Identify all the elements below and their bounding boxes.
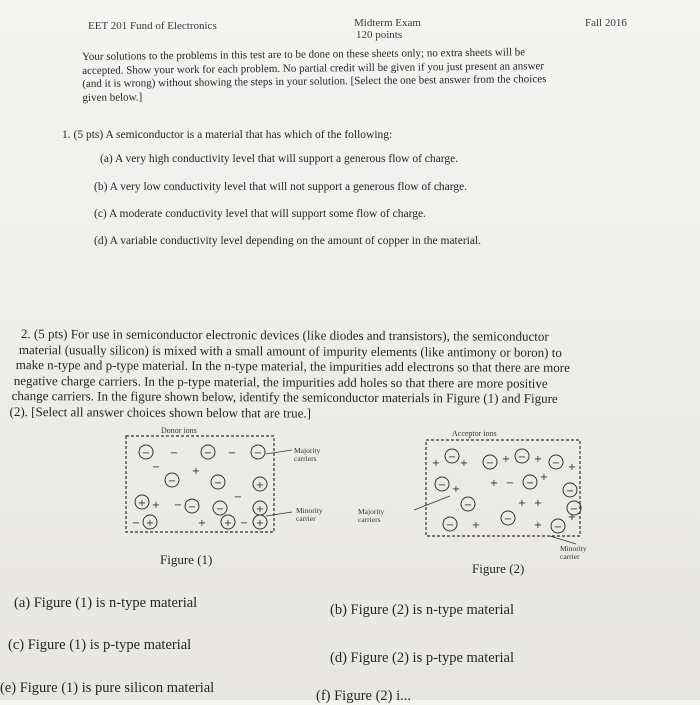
fig2-acceptor-label: Acceptor ions: [452, 429, 497, 438]
figure-2-diagram: [426, 440, 586, 540]
fig1-donor-label: Donor ions: [161, 426, 197, 435]
q2-line: 2. (5 pts) For use in semiconductor electronic devices (like diodes and transistors), the semiconductor: [20, 326, 549, 344]
fig2-majority-label: [358, 508, 384, 524]
svg-text:−: −: [525, 478, 535, 489]
svg-text:−: −: [203, 448, 213, 459]
svg-text:+: +: [255, 518, 265, 529]
svg-text:−: −: [463, 500, 473, 511]
svg-text:+: +: [137, 498, 147, 509]
svg-text:−: −: [253, 448, 263, 459]
fig1-minority-line: carrier: [296, 514, 316, 523]
q2-line: material (usually silicon) is mixed with a small amount of impurity elements (like antimony or boron) to: [18, 341, 562, 360]
svg-text:+: +: [539, 472, 549, 483]
instructions-line: accepted. Show your work for each problem. No partial credit will be given if you just present an answer: [82, 59, 545, 77]
svg-text:+: +: [451, 484, 461, 495]
svg-text:−: −: [517, 452, 527, 463]
svg-text:−: −: [233, 492, 243, 503]
figure-1-diagram: [126, 436, 286, 536]
svg-text:−: −: [485, 458, 495, 469]
svg-text:+: +: [471, 520, 481, 531]
q2-line: negative charge carriers. In the p-type material, the impurities add holes so that there are more positive: [13, 372, 548, 391]
svg-text:+: +: [533, 498, 543, 509]
instructions: [82, 46, 547, 105]
svg-text:−: −: [445, 520, 455, 531]
svg-text:−: −: [553, 522, 563, 533]
svg-text:−: −: [565, 486, 575, 497]
svg-text:+: +: [459, 458, 469, 469]
svg-text:+: +: [223, 518, 233, 529]
q1-choice-d[interactable]: (d) A variable conductivity level depending on the amount of copper in the material.: [94, 235, 482, 247]
fig1-minority-label: [296, 507, 323, 523]
svg-text:+: +: [567, 462, 577, 473]
svg-text:−: −: [569, 504, 579, 515]
svg-text:−: −: [141, 448, 151, 459]
svg-text:+: +: [517, 498, 527, 509]
svg-text:+: +: [533, 520, 543, 531]
exam-title: Midterm Exam: [354, 17, 421, 29]
q1-stem: 1. (5 pts) A semiconductor is a material that has which of the following:: [62, 129, 393, 141]
q1-choice-a[interactable]: (a) A very high conductivity level that will support a generous flow of charge.: [100, 153, 459, 165]
svg-text:+: +: [489, 478, 499, 489]
svg-text:−: −: [239, 518, 249, 529]
instructions-line: (and it is wrong) without showing the steps in your solution. [Select the one best answer from the choices: [82, 73, 547, 90]
svg-text:−: −: [447, 452, 457, 463]
instructions-line: Your solutions to the problems in this test are to be done on these sheets only; no extra sheets will be: [82, 46, 526, 63]
svg-text:−: −: [437, 480, 447, 491]
svg-text:+: +: [567, 512, 577, 523]
fig2-minority-label: [560, 545, 587, 561]
q2-line: change carriers. In the figure shown below, identify the semiconductor materials in Figure (1) and Figure: [11, 388, 558, 407]
svg-text:−: −: [173, 500, 183, 511]
svg-text:+: +: [501, 454, 511, 465]
svg-text:−: −: [551, 458, 561, 469]
svg-text:−: −: [215, 504, 225, 515]
q2-choice-f[interactable]: (f) Figure (2) i...: [316, 688, 412, 704]
svg-text:+: +: [533, 454, 543, 465]
fig1-caption: Figure (1): [160, 552, 213, 567]
svg-text:−: −: [131, 518, 141, 529]
svg-text:+: +: [255, 504, 265, 515]
q2-stem: [10, 326, 571, 422]
svg-text:−: −: [505, 478, 515, 489]
fig1-majority-line: Majority: [294, 446, 321, 455]
q1-choice-b[interactable]: (b) A very low conductivity level that will not support a generous flow of charge.: [94, 181, 468, 193]
fig1-majority-line: carriers: [294, 454, 317, 463]
q2-choice-d[interactable]: (d) Figure (2) is p-type material: [330, 650, 515, 666]
fig2-majority-line: Majority: [358, 507, 385, 516]
q2-choice-c[interactable]: (c) Figure (1) is p-type material: [8, 637, 192, 653]
svg-text:−: −: [503, 514, 513, 525]
svg-text:−: −: [169, 448, 179, 459]
course-title: EET 201 Fund of Electronics: [88, 20, 217, 32]
svg-text:−: −: [167, 476, 177, 487]
svg-text:+: +: [191, 466, 201, 477]
svg-text:+: +: [431, 458, 441, 469]
svg-text:+: +: [151, 500, 161, 511]
fig2-caption: Figure (2): [472, 561, 525, 576]
fig1-majority-label: [294, 447, 320, 463]
exam-points: 120 points: [356, 29, 403, 41]
q2-choice-b[interactable]: (b) Figure (2) is n-type material: [330, 602, 515, 618]
q2-choice-a[interactable]: (a) Figure (1) is n-type material: [14, 595, 198, 611]
q2-choice-e[interactable]: (e) Figure (1) is pure silicon material: [0, 680, 215, 696]
q2-line: make n-type and p-type material. In the n-type material, the impurities add electrons so that there are more: [15, 357, 570, 376]
exam-term: Fall 2016: [585, 17, 627, 29]
fig2-minority-line: carrier: [560, 552, 580, 561]
svg-text:−: −: [213, 478, 223, 489]
svg-text:+: +: [145, 518, 155, 529]
instructions-line: given below.]: [82, 90, 143, 104]
fig2-majority-line: carriers: [358, 515, 381, 524]
svg-text:−: −: [227, 448, 237, 459]
svg-text:−: −: [151, 462, 161, 473]
q2-line: (2). [Select all answer choices shown below that are true.]: [9, 403, 312, 421]
fig1-minority-line: Minority: [296, 506, 323, 515]
svg-text:+: +: [197, 518, 207, 529]
svg-text:−: −: [187, 502, 197, 513]
fig2-minority-line: Minority: [560, 544, 587, 553]
q1-choice-c[interactable]: (c) A moderate conductivity level that will support some flow of charge.: [94, 208, 426, 220]
svg-text:+: +: [255, 480, 265, 491]
